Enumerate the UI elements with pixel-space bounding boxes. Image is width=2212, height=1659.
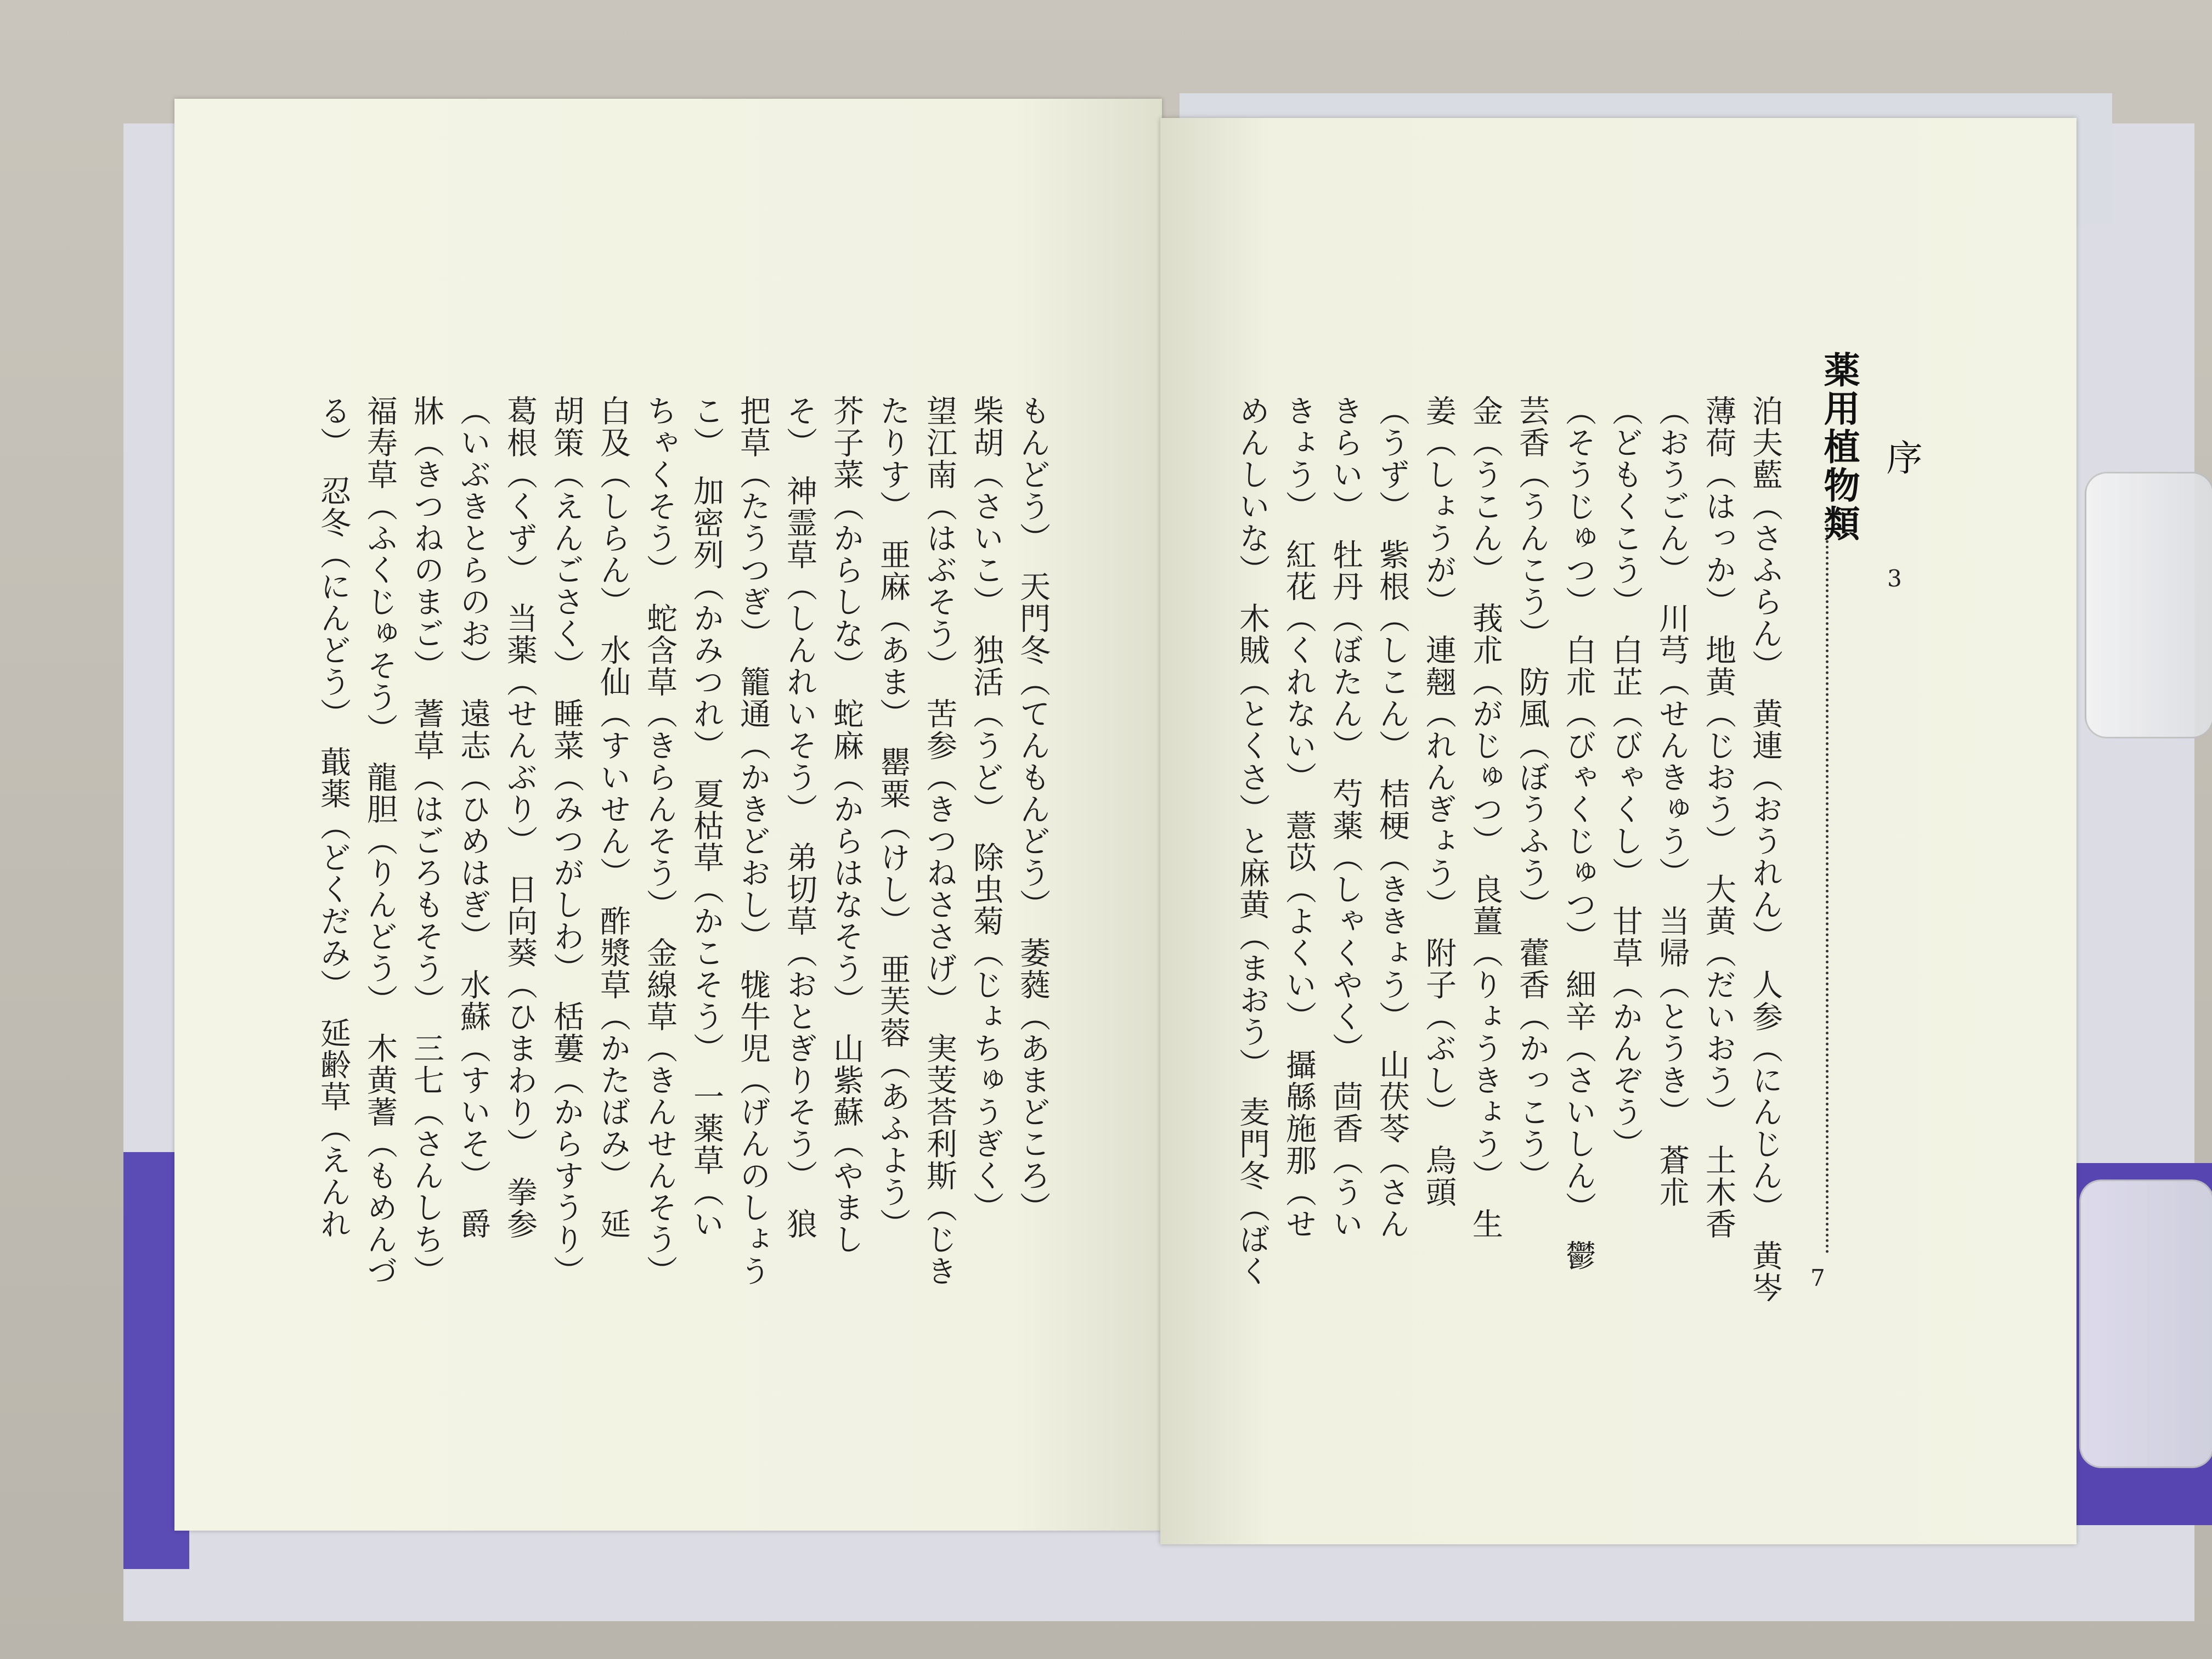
text-column: （いぶきとらのお） 遠志（ひめはぎ） 水蘇（すいそ） 爵 <box>455 395 491 1240</box>
section-page-number: 7 <box>1810 1265 1825 1291</box>
text-column: もんどう） 天門冬（てんもんどう） 萎蕤（あまどころ） <box>1015 395 1051 1223</box>
section-heading: 薬用植物類 <box>1818 351 1860 543</box>
text-column: ちゃくそう） 蛇含草（きらんそう） 金線草（きんせんそう） <box>642 395 678 1287</box>
text-column: 望江南（はぶそう） 苦参（きつねささげ） 実芰荅利斯（じき <box>922 395 957 1287</box>
text-column: （うず） 紫根（しこん） 桔梗（ききょう） 山茯苓（さん <box>1374 395 1410 1240</box>
plastic-clip-top <box>2085 472 2212 738</box>
text-column: 白及（しらん） 水仙（すいせん） 酢漿草（かたばみ） 延 <box>595 395 631 1240</box>
text-column: 姜（しょうが） 連翹（れんぎょう） 附子（ぶし） 烏頭 <box>1421 395 1457 1208</box>
text-column: めんしいな） 木賊（とくさ）と麻黄（まおう） 麦門冬（ばく <box>1234 395 1270 1287</box>
text-column: （おうごん） 川芎（せんきゅう） 当帰（とうき） 蒼朮 <box>1654 395 1690 1208</box>
text-column: 薄荷（はっか） 地黄（じおう） 大黄（だいおう） 土木香 <box>1701 395 1736 1240</box>
text-column: こ） 加密列（かみつれ） 夏枯草（かこそう） 一薬草（い <box>689 395 724 1240</box>
text-column: （そうじゅつ） 白朮（びゃくじゅつ） 細辛（さいしん） 鬱 <box>1561 395 1596 1272</box>
text-column: たりす） 亜麻（あま） 罌粟（けし） 亜芙蓉（あふよう） <box>875 395 911 1240</box>
text-column: そ） 神霊草（しんれいそう） 弟切草（おとぎりそう） 狼 <box>782 395 817 1240</box>
plastic-clip-bottom <box>2079 1180 2212 1468</box>
text-column: 芸香（うんこう） 防風（ぼうふう） 藿香（かっこう） <box>1514 395 1550 1192</box>
text-column: 芥子菜（からしな） 蛇麻（からはなそう） 山紫蘇（やまし <box>828 395 864 1255</box>
text-column: きょう） 紅花（くれない） 薏苡（よくい） 攝緜施那（せ <box>1281 395 1317 1240</box>
text-column: きらい） 牡丹（ぼたん） 芍薬（しゃくやく） 茴香（うい <box>1328 395 1363 1240</box>
text-column: 牀（きつねのまご） 蓍草（はごろもそう） 三七（さんしち） <box>409 395 444 1287</box>
text-column: （どもくこう） 白芷（びゃくし） 甘草（かんぞう） <box>1607 395 1643 1160</box>
preface-title: 序 <box>1880 439 1922 475</box>
text-column: 把草（たうつぎ） 籠通（かきどおし） 牻牛児（げんのしょう <box>735 395 771 1287</box>
text-column: 福寿草（ふくじゅそう） 龍胆（りんどう） 木黄蓍（もめんづ <box>362 395 398 1287</box>
text-column: 金（うこん） 莪朮（がじゅつ） 良薑（りょうきょう） 生 <box>1468 395 1503 1240</box>
text-column: 泊夫藍（さふらん） 黄連（おうれん） 人参（にんじん） 黄岑 <box>1747 395 1783 1304</box>
text-column: る） 忍冬（にんどう） 蕺薬（どくだみ） 延齢草（えんれ <box>315 395 351 1240</box>
preface-page-number: 3 <box>1887 565 1902 592</box>
text-column: 葛根（くず） 当薬（せんぶり） 日向葵（ひまわり） 拳参 <box>502 395 538 1240</box>
text-column: 柴胡（さいこ） 独活（うど） 除虫菊（じょちゅうぎく） <box>968 395 1004 1223</box>
leader-dots <box>1826 518 1829 1254</box>
text-column: 胡策（えんごさく） 睡菜（みつがしわ） 栝蔞（からすうり） <box>549 395 584 1287</box>
